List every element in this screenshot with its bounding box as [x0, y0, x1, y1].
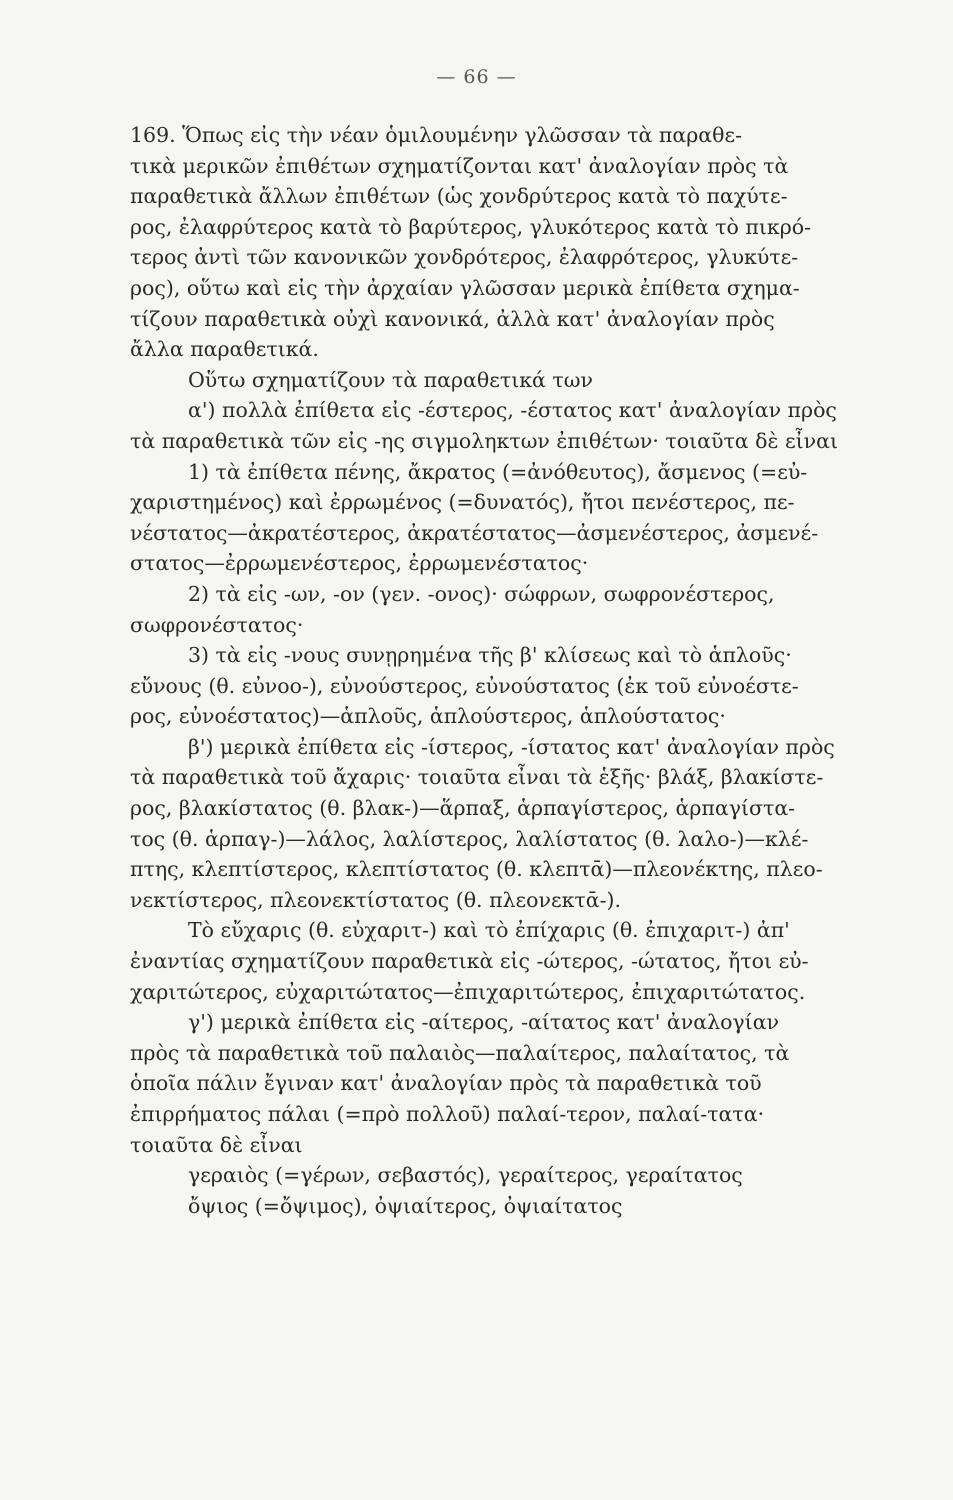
text-line: τικὰ μερικῶν ἐπιθέτων σχηματίζονται κατ' ἀναλογίαν πρὸς τὰ [130, 153, 789, 178]
text-line: στατος—ἐρρωμενέστερος, ἐρρωμενέστατος· [130, 551, 589, 576]
text-body [130, 120, 906, 1221]
section-a [130, 395, 906, 456]
text-line: παραθετικὰ ἄλλων ἐπιθέτων (ὡς χονδρύτερος κατὰ τὸ παχύτε- [130, 184, 788, 209]
text-line: 3) τὰ εἰς -νους συνῃρημένα τῆς β' κλίσεως καὶ τὸ ἁπλοῦς· [188, 643, 792, 668]
text-line: γεραιὸς (=γέρων, σεβαστός), γεραίτερος, γεραίτατος [188, 1163, 743, 1188]
page-number: — 66 — [436, 66, 517, 88]
text-line: ἐναντίας σχηματίζουν παραθετικὰ εἰς -ώτερος, -ώτατος, ἤτοι εὐ- [130, 949, 809, 974]
text-line: ρος, εὐνοέστατος)—ἁπλοῦς, ἁπλούστερος, ἁπλούστατος· [130, 704, 726, 729]
paragraph-eucharis [130, 915, 906, 1007]
text-line: τος (θ. ἁρπαγ-)—λάλος, λαλίστερος, λαλίστατος (θ. λαλο-)—κλέ- [130, 826, 809, 851]
item-3 [130, 640, 906, 732]
text-line: χαριστημένος) καὶ ἐρρωμένος (=δυνατός), ἤτοι πενέστερος, πε- [130, 490, 795, 515]
text-line: πρὸς τὰ παραθετικὰ τοῦ παλαιὸς—παλαίτερος, παλαίτατος, τὰ [130, 1040, 790, 1065]
text-line: 2) τὰ εἰς -ων, -ον (γεν. -ονος)· σώφρων, σωφρονέστερος, [188, 581, 775, 606]
text-line: τίζουν παραθετικὰ οὐχὶ κανονικά, ἀλλὰ κατ' ἀναλογίαν πρὸς [130, 306, 775, 331]
text-line: τοιαῦτα δὲ εἶναι [130, 1132, 303, 1157]
text-line: 1) τὰ ἐπίθετα πένης, ἄκρατος (=ἀνόθευτος), ἄσμενος (=εὐ- [188, 459, 808, 484]
text-line: τὰ παραθετικὰ τῶν εἰς -ης σιγμοληκτων ἐπιθέτων· τοιαῦτα δὲ εἶναι [130, 428, 839, 453]
text-line: 169. Ὅπως εἰς τὴν νέαν ὁμιλουμένην γλῶσσαν τὰ παραθε- [130, 123, 743, 147]
section-c [130, 1007, 906, 1160]
text-line: εὔνους (θ. εὐνοο-), εὐνούστερος, εὐνούστατος (ἐκ τοῦ εὐνοέστε- [130, 673, 799, 698]
section-b [130, 732, 906, 916]
text-line: νεκτίστερος, πλεονεκτίστατος (θ. πλεονεκτᾱ-). [130, 887, 622, 912]
text-line: γ') μερικὰ ἐπίθετα εἰς -αίτερος, -αίτατος κατ' ἀναλογίαν [188, 1010, 780, 1035]
text-line: ρος, ἐλαφρύτερος κατὰ τὸ βαρύτερος, γλυκότερος κατὰ τὸ πικρό- [130, 214, 812, 239]
paragraph-169 [130, 120, 906, 365]
text-line: σωφρονέστατος· [130, 612, 304, 637]
text-line: ἐπιρρήματος πάλαι (=πρὸ πολλοῦ) παλαί-τερον, παλαί-τατα· [130, 1102, 765, 1126]
text-line: τερος ἀντὶ τῶν κανονικῶν χονδρότερος, ἐλαφρότερος, γλυκύτε- [130, 245, 799, 270]
item-1 [130, 457, 906, 579]
text-line: Τὸ εὔχαρις (θ. εὐχαριτ-) καὶ τὸ ἐπίχαρις (θ. ἐπιχαριτ-) ἀπ' [188, 918, 790, 943]
text-line: χαριτώτερος, εὐχαριτώτατος—ἐπιχαριτώτερος, ἐπιχαριτώτατος. [130, 979, 806, 1004]
intro-line: Οὕτω σχηματίζουν τὰ παραθετικά των [188, 367, 593, 392]
text-line: ρος, βλακίστατος (θ. βλακ-)—ἅρπαξ, ἁρπαγίστερος, ἁρπαγίστα- [130, 796, 796, 821]
word-list [130, 1160, 906, 1221]
text-line: ὄψιος (=ὄψιμος), ὀψιαίτερος, ὀψιαίτατος [188, 1193, 623, 1218]
text-line: νέστατος—ἀκρατέστερος, ἀκρατέστατος—ἀσμενέστερος, ἀσμενέ- [130, 520, 819, 545]
text-line: ρος), οὕτω καὶ εἰς τὴν ἀρχαίαν γλῶσσαν μερικὰ ἐπίθετα σχημα- [130, 275, 800, 300]
text-line: πτης, κλεπτίστερος, κλεπτίστατος (θ. κλεπτᾱ)—πλεονέκτης, πλεο- [130, 857, 823, 882]
text-line: τὰ παραθετικὰ τοῦ ἄχαρις· τοιαῦτα εἶναι τὰ ἑξῆς· βλάξ, βλακίστε- [130, 765, 824, 790]
item-2 [130, 579, 906, 640]
text-line: β') μερικὰ ἐπίθετα εἰς -ίστερος, -ίστατος κατ' ἀναλογίαν πρὸς [188, 734, 835, 759]
text-line: ἄλλα παραθετικά. [130, 337, 319, 362]
text-line: ὁποῖα πάλιν ἔγιναν κατ' ἀναλογίαν πρὸς τὰ παραθετικὰ τοῦ [130, 1071, 762, 1096]
text-line: α') πολλὰ ἐπίθετα εἰς -έστερος, -έστατος κατ' ἀναλογίαν πρὸς [188, 398, 837, 423]
